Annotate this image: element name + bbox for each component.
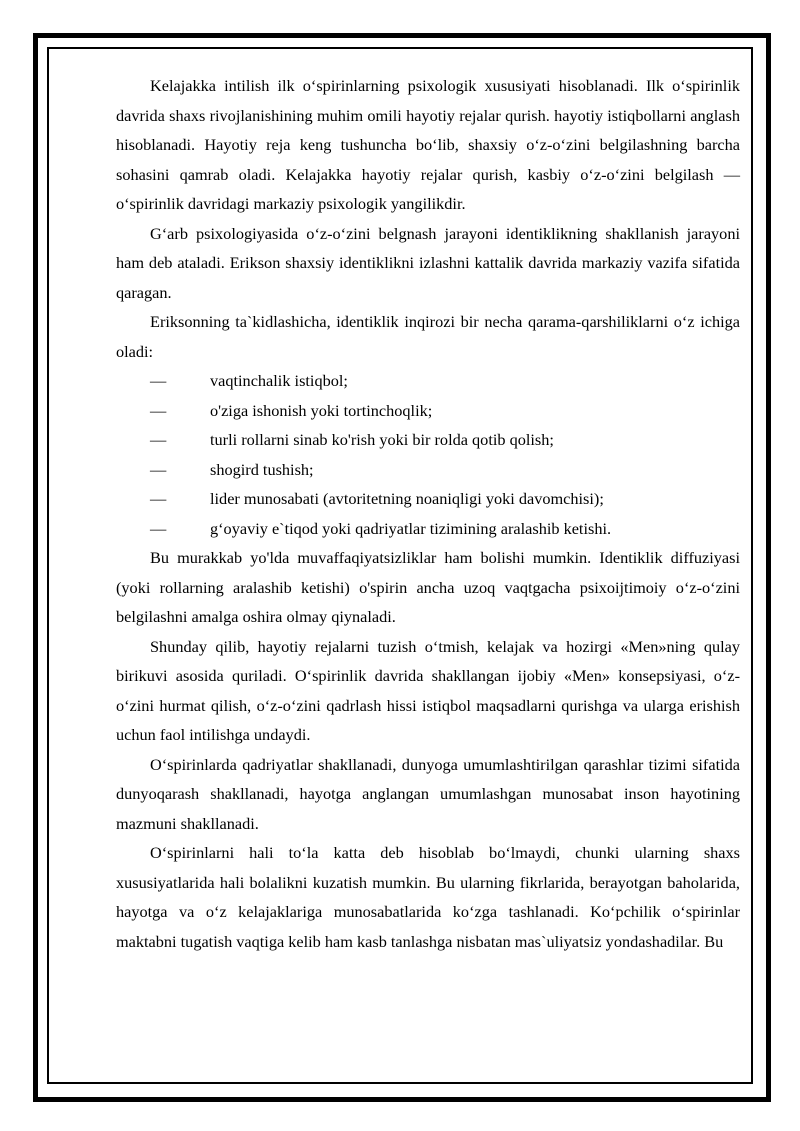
list-item-text: shogird tushish;	[210, 459, 314, 479]
list-item-text: lider munosabati (avtoritetning noaniqligi yoki davomchisi);	[210, 489, 604, 508]
dash-marker: —	[150, 430, 167, 449]
paragraph: Shunday qilib, hayotiy rejalarni tuzish o‘tmish, kelajak va hozirgi «Men»ning qulay birikuvi asosida quriladi. O‘spirinlik davrida shakllangan ijobiy «Men» konsepsiyasi, o‘z-o‘zini hurmat qilish, o‘z-o‘zini qadrlash hissi istiqbol maqsadlarni qurishga va ularga erishish uchun faol intilishga undaydi.	[116, 636, 740, 744]
dash-marker: —	[150, 371, 167, 390]
list-item	[116, 396, 740, 426]
list-item-text: vaqtinchalik istiqbol;	[210, 371, 348, 390]
dash-marker: —	[150, 400, 167, 420]
list-item-text: g‘oyaviy e`tiqod yoki qadriyatlar tizimining aralashib ketishi.	[210, 518, 612, 538]
list-item	[116, 425, 740, 455]
bullet-list	[116, 366, 740, 543]
paragraph: Eriksonning ta`kidlashicha, identiklik inqirozi bir necha qarama-qarshiliklarni o‘z ichiga oladi:	[116, 312, 740, 361]
document-body	[116, 71, 740, 956]
list-item	[116, 514, 740, 544]
list-item	[116, 484, 740, 514]
paragraph: G‘arb psixologiyasida o‘z-o‘zini belgnash jarayoni identiklikning shakllanish jarayoni ham deb ataladi. Erikson shaxsiy identiklikni izlashni kattalik davrida markaziy vazifa sifatida qaragan.	[116, 223, 740, 302]
paragraph: O‘spirinlarni hali to‘la katta deb hisoblab bo‘lmaydi, chunki ularning shaxs xususiyatlarida hali bolalikni kuzatish mumkin. Bu ularning fikrlarida, berayotgan baholarida, hayotga va o‘z kelajaklariga munosabatlarida ko‘zga tashlanadi. Ko‘pchilik o‘spirinlar maktabni tugatish vaqtiga kelib ham kasb tanlashga nisbatan mas`uliyatsiz yondashadilar. Bu	[116, 843, 740, 951]
list-item-text: o'ziga ishonish yoki tortinchoqlik;	[210, 400, 433, 420]
dash-marker: —	[150, 459, 167, 479]
paragraph: Bu murakkab yo'lda muvaffaqiyatsizliklar ham bolishi mumkin. Identiklik diffuziyasi (yoki rollarning aralashib ketishi) o'spirin ancha uzoq vaqtgacha psixoijtimoiy o‘z-o‘zini belgilashni amalga oshira olmay qiynaladi.	[116, 548, 740, 626]
list-item	[116, 455, 740, 485]
paragraph: O‘spirinlarda qadriyatlar shakllanadi, dunyoga umumlashtirilgan qarashlar tizimi sifatida dunyoqarash shakllanadi, hayotga anglangan umumlashgan munosabat inson hayotining mazmuni shakllanadi.	[116, 754, 740, 833]
list-item-text: turli rollarni sinab ko'rish yoki bir rolda qotib qolish;	[210, 430, 554, 449]
dash-marker: —	[150, 518, 167, 538]
dash-marker: —	[150, 489, 167, 508]
list-item	[116, 366, 740, 396]
paragraph: Kelajakka intilish ilk o‘spirinlarning psixologik xususiyati hisoblanadi. Ilk o‘spirinlik davrida shaxs rivojlanishining muhim omili hayotiy rejalar qurish. hayotiy istiqbollarni anglash hisoblanadi. Hayotiy reja keng tushuncha bo‘lib, shaxsiy o‘z-o‘zini belgilashning barcha sohasini qamrab oladi. Kelajakka hayotiy rejalar qurish, kasbiy o‘z-o‘zini belgilash — o‘spirinlik davridagi markaziy psixologik yangilikdir.	[116, 76, 740, 213]
